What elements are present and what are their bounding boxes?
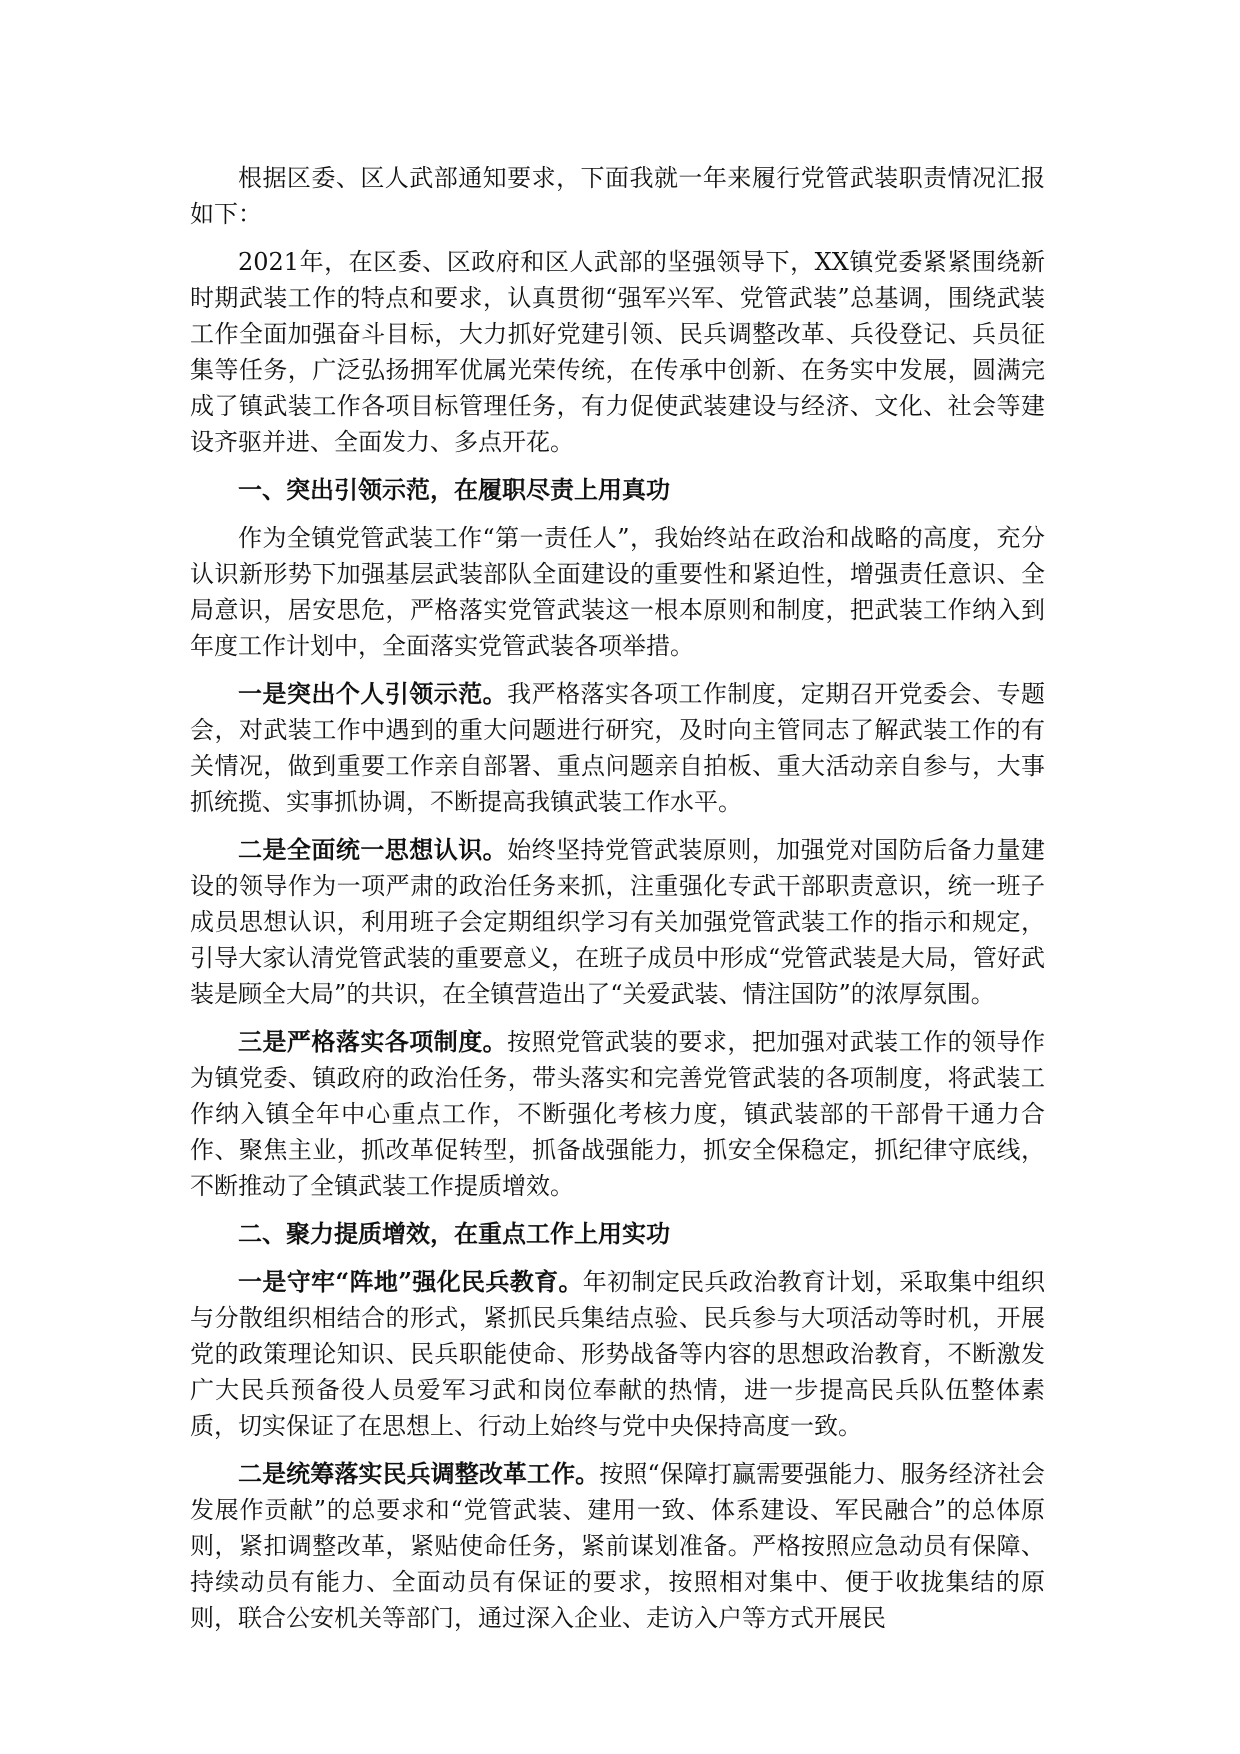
- overview-paragraph: 2021年，在区委、区政府和区人武部的坚强领导下，XX镇党委紧紧围绕新时期武装工作的特点和要求，认真贯彻“强军兴军、党管武装”总基调，围绕武装工作全面加强奋斗目标，大力抓好党建引领、民兵调整改革、兵役登记、兵员征集等任务，广泛弘扬拥军优属光荣传统，在传承中创新、在务实中发展，圆满完成了镇武装工作各项目标管理任务，有力促使武装建设与经济、文化、社会等建设齐驱并进、全面发力、多点开花。: [190, 248, 1045, 456]
- point-text: 年初制定民兵政治教育计划，采取集中组织与分散组织相结合的形式，紧抓民兵集结点验、民兵参与大项活动等时机，开展党的政策理论知识、民兵职能使命、形势战备等内容的思想政治教育，不断激发广大民兵预备役人员爱军习武和岗位奉献的热情，进一步提高民兵队伍整体素质，切实保证了在思想上、行动上始终与党中央保持高度一致。: [190, 1268, 1046, 1440]
- section-1-heading: 一、突出引领示范，在履职尽责上用真功: [238, 475, 670, 504]
- document-page: [190, 160, 1045, 1648]
- section-1-body: 作为全镇党管武装工作“第一责任人”，我始终站在政治和战略的高度，充分认识新形势下加强基层武装部队全面建设的重要性和紧迫性，增强责任意识、全局意识，居安思危，严格落实党管武装这一根本原则和制度，把武装工作纳入到年度工作计划中，全面落实党管武装各项举措。: [190, 524, 1045, 660]
- intro-paragraph: 根据区委、区人武部通知要求，下面我就一年来履行党管武装职责情况汇报如下：: [190, 164, 1045, 228]
- point-lead: 二是全面统一思想认识。: [238, 835, 508, 864]
- point-lead: 一是守牢“阵地”强化民兵教育。: [238, 1267, 583, 1296]
- point-lead: 一是突出个人引领示范。: [238, 679, 508, 708]
- point-text: 始终坚持党管武装原则，加强党对国防后备力量建设的领导作为一项严肃的政治任务来抓，注重强化专武干部职责意识，统一班子成员思想认识，利用班子会定期组织学习有关加强党管武装工作的指示和规定，引导大家认清党管武装的重要意义，在班子成员中形成“党管武装是大局，管好武装是顾全大局”的共识，在全镇营造出了“关爱武装、情注国防”的浓厚氛围。: [190, 836, 1045, 1008]
- point-text: 按照“保障打赢需要强能力、服务经济社会发展作贡献”的总要求和“党管武装、建用一致、体系建设、军民融合”的总体原则，紧扣调整改革，紧贴使命任务，紧前谋划准备。严格按照应急动员有保障、持续动员有能力、全面动员有保证的要求，按照相对集中、便于收拢集结的原则，联合公安机关等部门，通过深入企业、走访入户等方式开展民: [190, 1460, 1046, 1632]
- point-lead: 三是严格落实各项制度。: [238, 1027, 508, 1056]
- point-text: 我严格落实各项工作制度，定期召开党委会、专题会，对武装工作中遇到的重大问题进行研究，及时向主管同志了解武装工作的有关情况，做到重要工作亲自部署、重点问题亲自拍板、重大活动亲自参与，大事抓统揽、实事抓协调，不断提高我镇武装工作水平。: [190, 680, 1045, 816]
- section-1-point-1: [190, 676, 1045, 820]
- section-1-point-2: [190, 832, 1045, 1012]
- section-2-heading: 二、聚力提质增效，在重点工作上用实功: [238, 1219, 670, 1248]
- section-1-point-3: [190, 1024, 1045, 1204]
- point-text: 按照党管武装的要求，把加强对武装工作的领导作为镇党委、镇政府的政治任务，带头落实和完善党管武装的各项制度，将武装工作纳入镇全年中心重点工作，不断强化考核力度，镇武装部的干部骨干通力合作、聚焦主业，抓改革促转型，抓备战强能力，抓安全保稳定，抓纪律守底线，不断推动了全镇武装工作提质增效。: [190, 1028, 1045, 1200]
- section-2-point-1: [190, 1264, 1045, 1444]
- section-2-point-2: [190, 1456, 1045, 1636]
- point-lead: 二是统筹落实民兵调整改革工作。: [238, 1459, 600, 1488]
